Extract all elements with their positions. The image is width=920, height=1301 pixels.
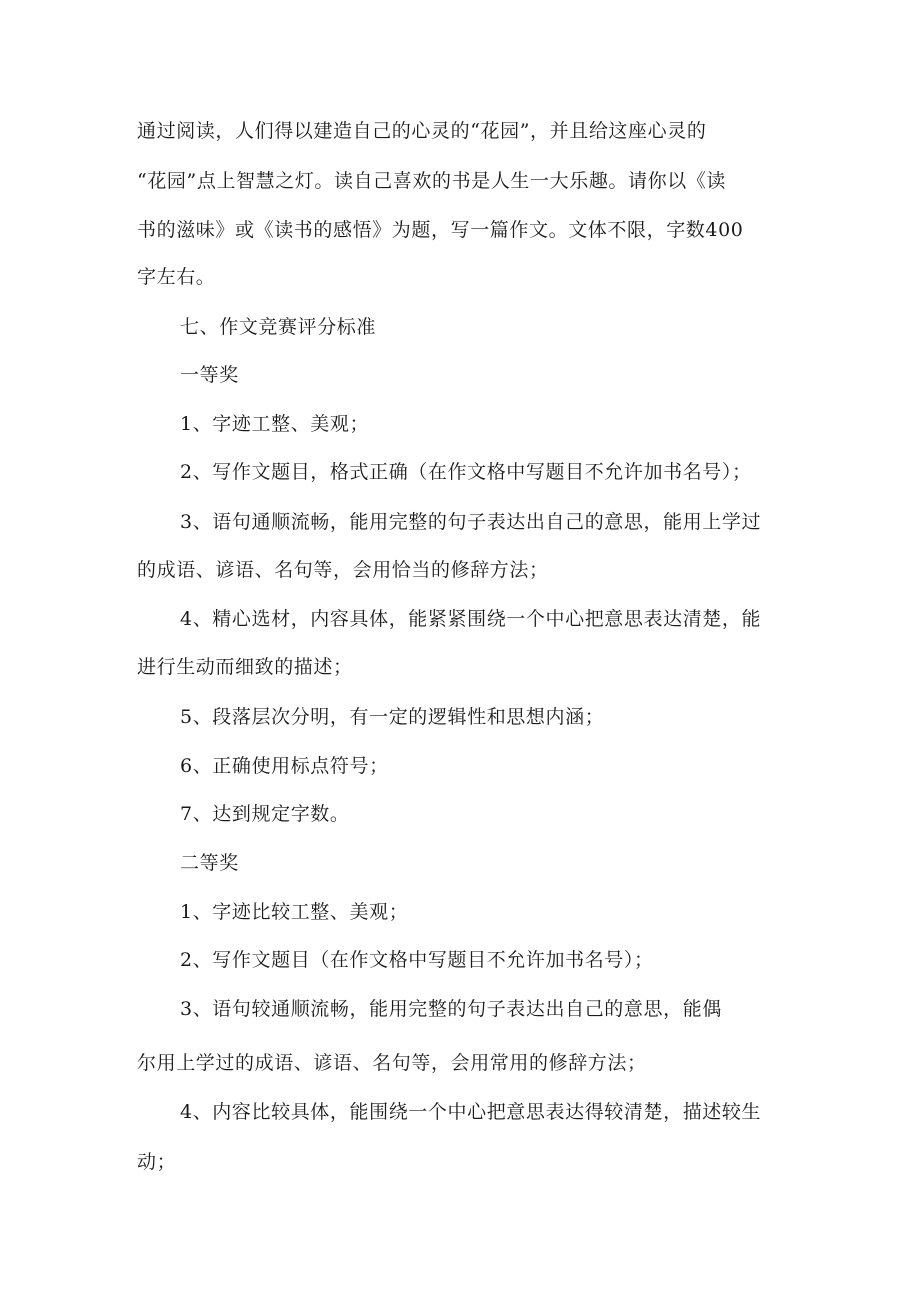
criteria-item-continued: 的成语、谚语、名句等，会用恰当的修辞方法； — [137, 559, 549, 581]
paragraph-line: 通过阅读，人们得以建造自己的心灵的“花园”，并且给这座心灵的 — [137, 120, 707, 142]
criteria-item: 7、达到规定字数。 — [180, 803, 350, 825]
criteria-item-continued: 尔用上学过的成语、谚语、名句等，会用常用的修辞方法； — [137, 1052, 647, 1074]
paragraph-line: “花园”点上智慧之灯。读自己喜欢的书是人生一大乐趣。请你以《读 — [137, 170, 727, 192]
section-heading: 七、作文竞赛评分标准 — [180, 316, 377, 338]
criteria-item-continued: 进行生动而细致的描述； — [137, 656, 353, 678]
criteria-item: 1、字迹比较工整、美观； — [180, 901, 409, 923]
criteria-item: 4、精心选材，内容具体，能紧紧围绕一个中心把意思表达清楚，能 — [180, 608, 762, 630]
criteria-item: 3、语句较通顺流畅，能用完整的句子表达出自己的意思，能偶 — [180, 998, 722, 1020]
criteria-item: 6、正确使用标点符号； — [180, 755, 389, 777]
criteria-item: 2、写作文题目（在作文格中写题目不允许加书名号）； — [180, 949, 654, 971]
criteria-item-continued: 动； — [137, 1151, 177, 1173]
criteria-item: 4、内容比较具体，能围绕一个中心把意思表达得较清楚，描述较生 — [180, 1101, 762, 1123]
criteria-item: 3、语句通顺流畅，能用完整的句子表达出自己的意思，能用上学过 — [180, 511, 762, 533]
award-heading-first: 一等奖 — [180, 364, 239, 386]
criteria-item: 2、写作文题目，格式正确（在作文格中写题目不允许加书名号）； — [180, 461, 752, 483]
award-heading-second: 二等奖 — [180, 852, 239, 874]
paragraph-line: 书的滋味》或《读书的感悟》为题，写一篇作文。文体不限，字数400 — [137, 219, 744, 241]
criteria-item: 5、段落层次分明，有一定的逻辑性和思想内涵； — [180, 706, 605, 728]
paragraph-line: 字左右。 — [137, 266, 216, 288]
criteria-item: 1、字迹工整、美观； — [180, 413, 370, 435]
